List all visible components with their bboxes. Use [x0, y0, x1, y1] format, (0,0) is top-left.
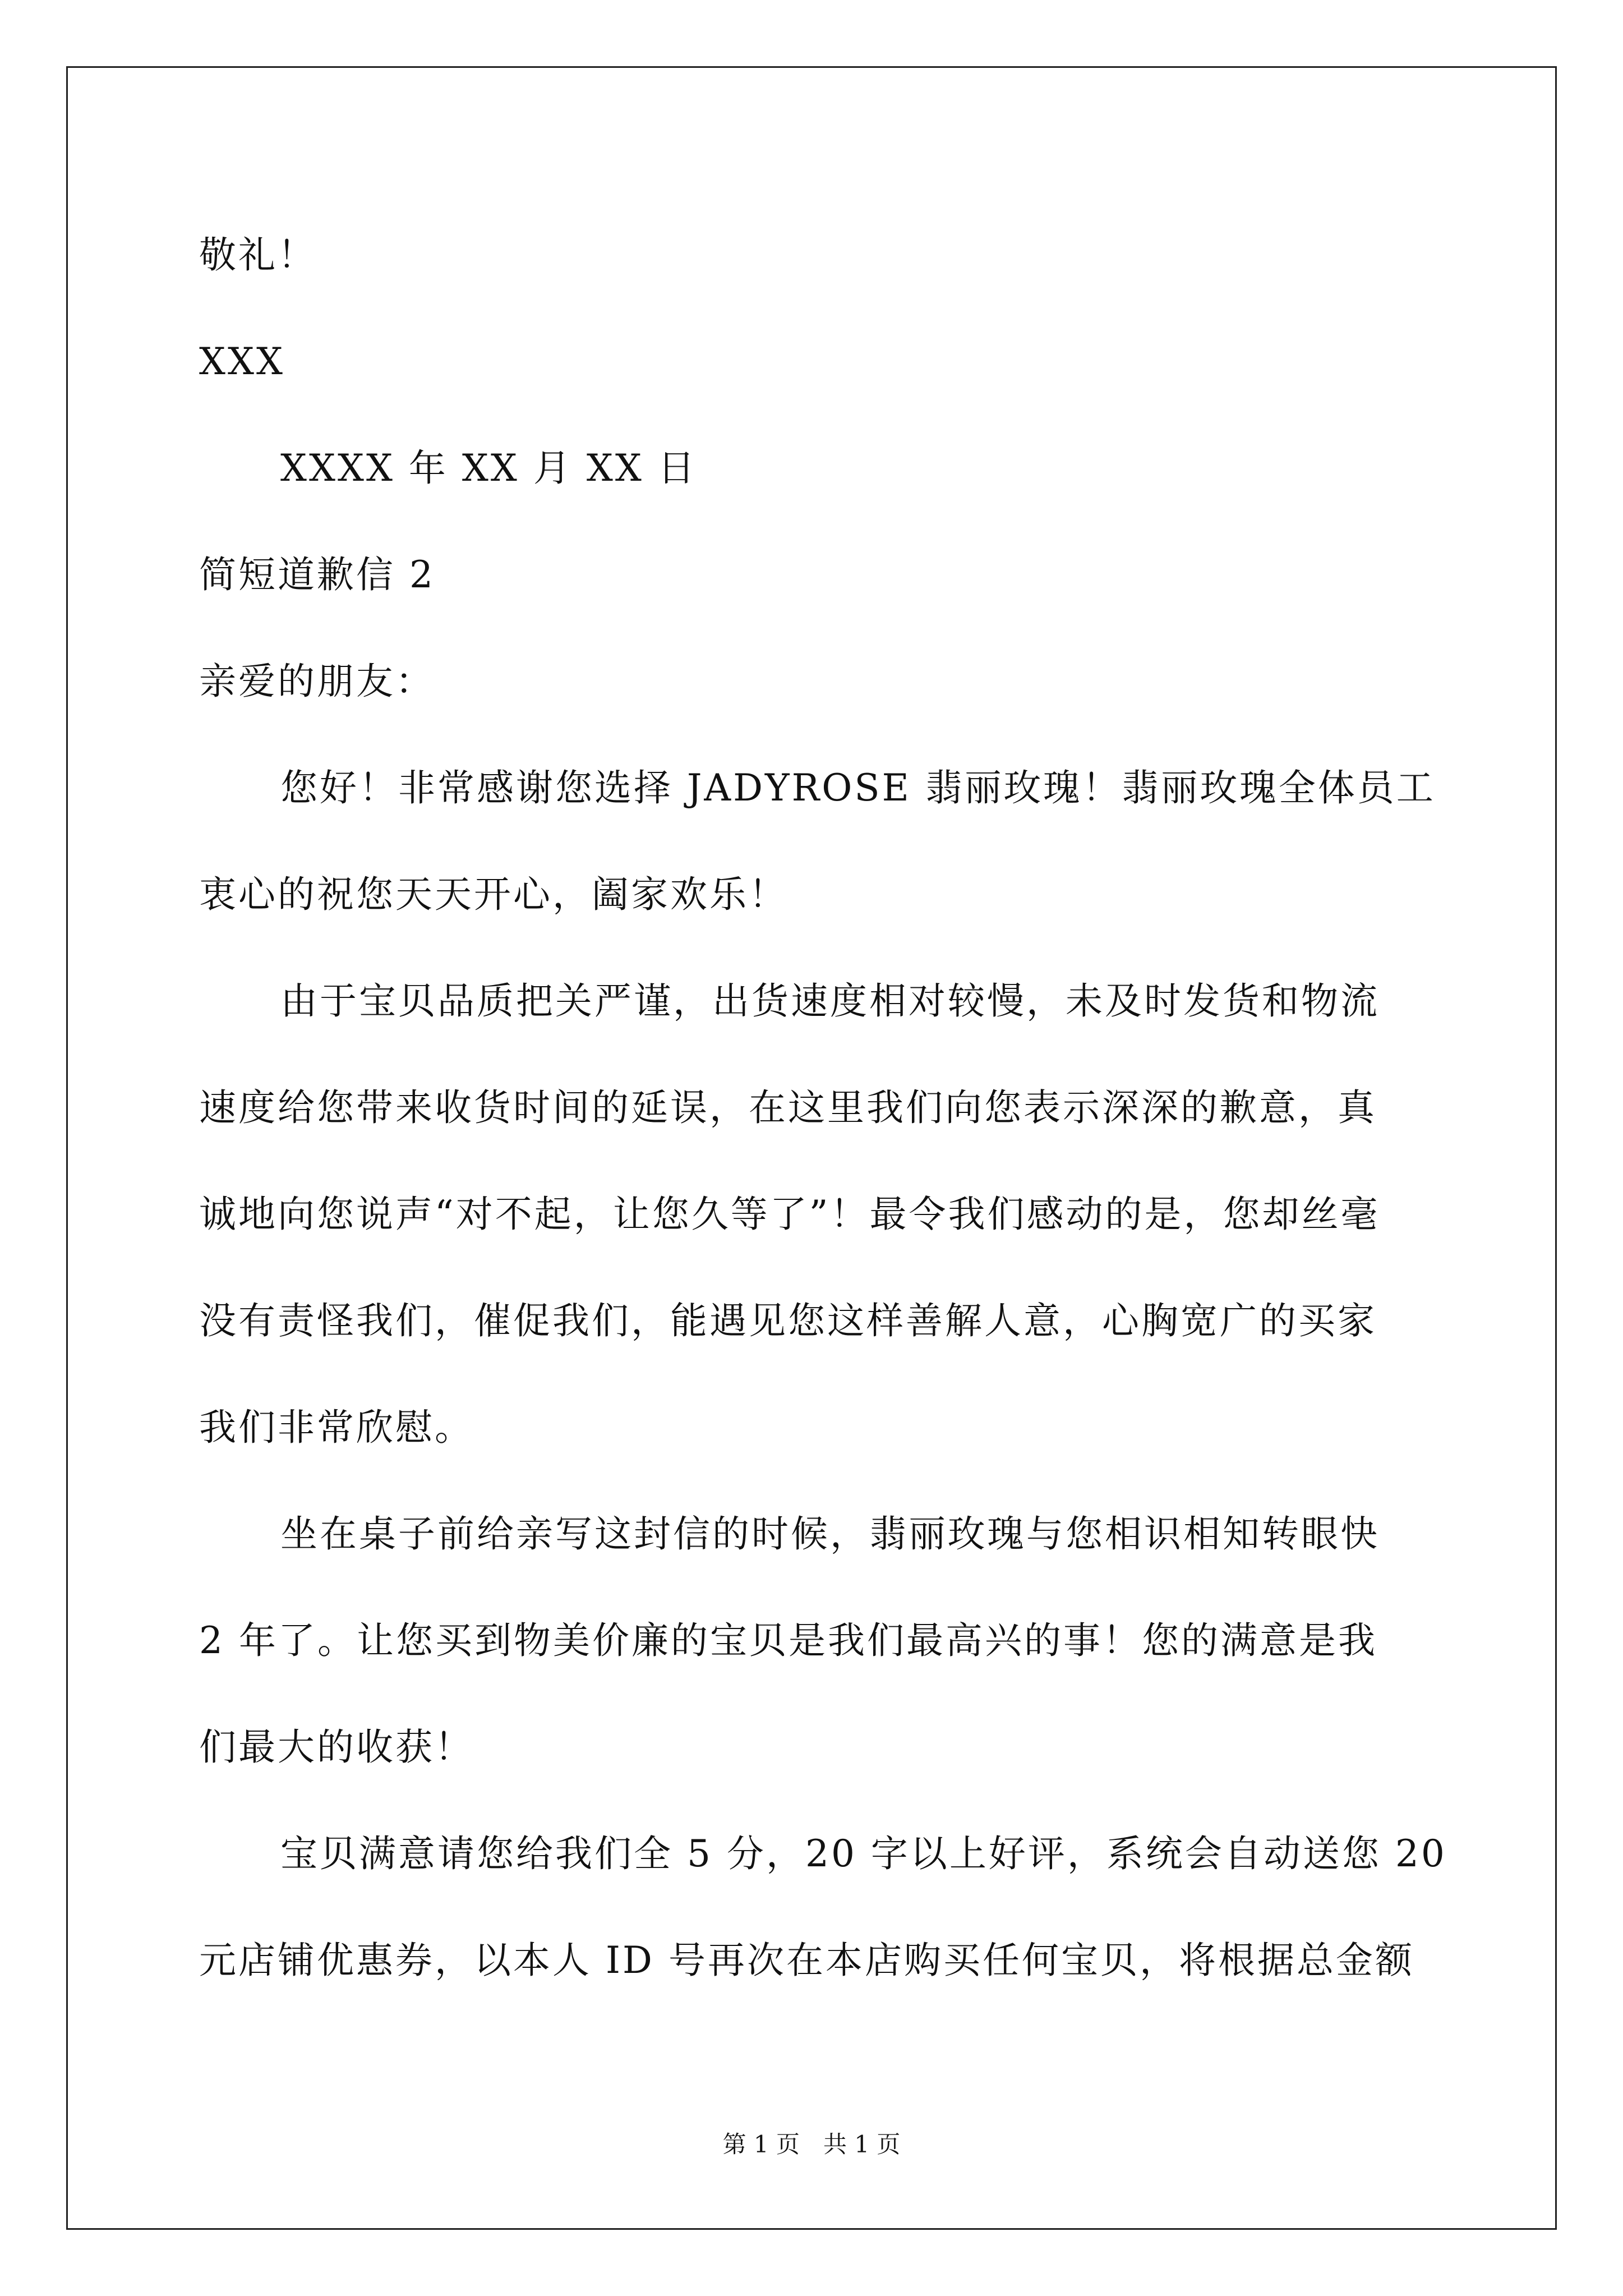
closing-salutation: 敬礼！	[199, 233, 317, 277]
letter-title: 简短道歉信 2	[199, 553, 435, 596]
page-number-footer: 第 1 页 共 1 页	[722, 2131, 901, 2158]
paragraph-line: 衷心的祝您天天开心，阖家欢乐！	[199, 873, 788, 916]
paragraph	[199, 1481, 1433, 1801]
letter-date: XXXX 年 XX 月 XX 日	[280, 447, 697, 490]
paragraph-line: 元店铺优惠券，以本人 ID 号再次在本店购买任何宝贝，将根据总金额	[199, 1939, 1414, 1982]
document-body	[199, 202, 1447, 2014]
paragraph-line: 您好！非常感谢您选择 JADYROSE 翡丽玫瑰！翡丽玫瑰全体员工	[280, 766, 1436, 809]
paragraph-line: 坐在桌子前给亲写这封信的时候，翡丽玫瑰与您相识相知转眼快	[280, 1512, 1380, 1556]
paragraph-line: 诚地向您说声“对不起，让您久等了”！最令我们感动的是，您却丝毫	[199, 1193, 1380, 1236]
paragraph-line: 们最大的收获！	[199, 1726, 474, 1769]
paragraph-line: 宝贝满意请您给我们全 5 分，20 字以上好评，系统会自动送您 20	[280, 1832, 1447, 1875]
signature: XXX	[199, 340, 285, 383]
paragraph-line: 没有责怪我们，催促我们，能遇见您这样善解人意，心胸宽广的买家	[199, 1299, 1377, 1342]
paragraph	[199, 735, 1436, 948]
paragraph-line: 2 年了。让您买到物美价廉的宝贝是我们最高兴的事！您的满意是我	[199, 1619, 1377, 1662]
letter-greeting: 亲爱的朋友：	[199, 660, 435, 703]
paragraph	[199, 1801, 1447, 2014]
paragraph-line: 我们非常欣慰。	[199, 1406, 474, 1449]
paragraph-line: 由于宝贝品质把关严谨，出货速度相对较慢，未及时发货和物流	[280, 979, 1380, 1023]
paragraph	[199, 948, 1433, 1481]
paragraph-line: 速度给您带来收货时间的延误，在这里我们向您表示深深的歉意，真	[199, 1086, 1377, 1129]
